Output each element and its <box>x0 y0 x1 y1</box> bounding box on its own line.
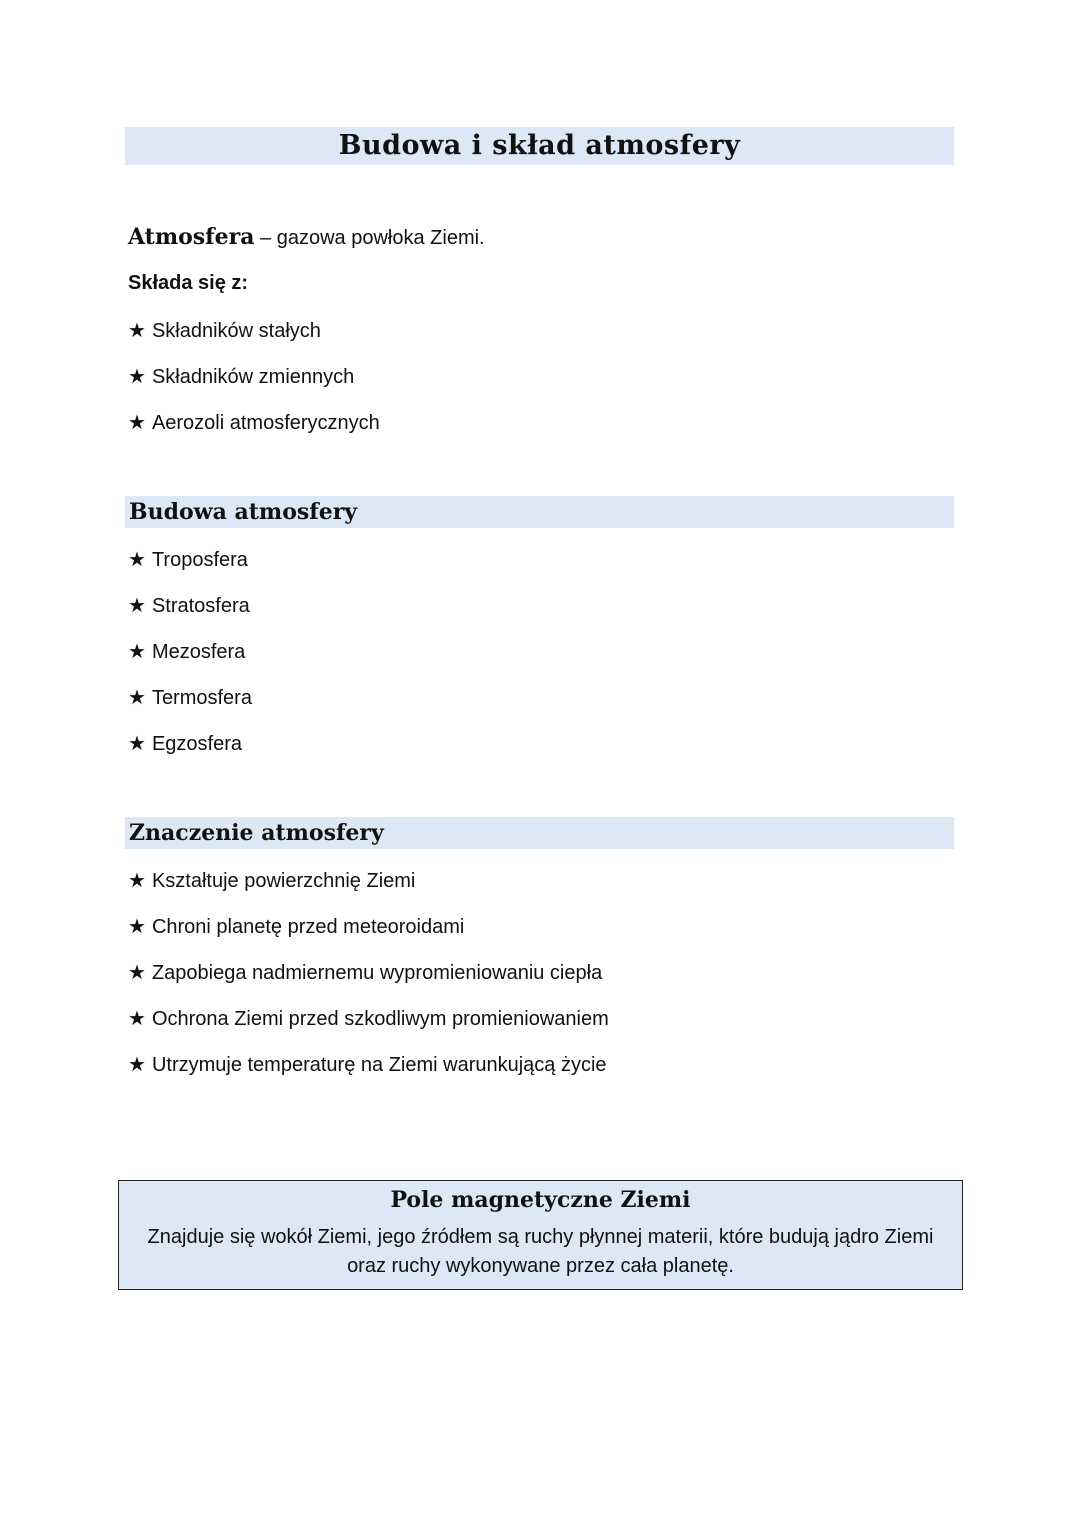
list-item: ★ Zapobiega nadmiernemu wypromieniowaniu ciepła <box>128 962 603 984</box>
list-item: ★ Aerozoli atmosferycznych <box>128 412 380 434</box>
list-item: ★ Egzosfera <box>128 733 242 755</box>
star-icon: ★ <box>128 595 146 617</box>
list-item: ★ Składników zmiennych <box>128 366 355 388</box>
list-item: ★ Mezosfera <box>128 641 246 663</box>
star-icon: ★ <box>128 687 146 709</box>
star-icon: ★ <box>128 1054 146 1076</box>
list-item: ★ Kształtuje powierzchnię Ziemi <box>128 870 416 892</box>
list-item: ★ Troposfera <box>128 549 248 571</box>
star-icon: ★ <box>128 733 146 755</box>
list-item: ★ Termosfera <box>128 687 252 709</box>
list-item: ★ Składników stałych <box>128 320 321 342</box>
star-icon: ★ <box>128 412 146 434</box>
atmosphere-definition <box>128 224 485 250</box>
list-item: ★ Utrzymuje temperaturę na Ziemi warunkującą życie <box>128 1054 607 1076</box>
significance-list <box>128 869 609 1099</box>
list-item: ★ Stratosfera <box>128 595 250 617</box>
magnetic-field-text: Znajduje się wokół Ziemi, jego źródłem są ruchy płynnej materii, które budują jądro Ziemi oraz ruchy wykonywane przez cała planetę. <box>147 1226 934 1277</box>
star-icon: ★ <box>128 1008 146 1030</box>
magnetic-field-box <box>118 1180 963 1290</box>
section-heading-significance: Znaczenie atmosfery <box>125 817 954 849</box>
star-icon: ★ <box>128 320 146 342</box>
page-title: Budowa i skład atmosfery <box>125 127 954 165</box>
magnetic-field-heading: Pole magnetyczne Ziemi <box>390 1187 691 1213</box>
star-icon: ★ <box>128 549 146 571</box>
star-icon: ★ <box>128 366 146 388</box>
list-item: ★ Chroni planetę przed meteoroidami <box>128 916 465 938</box>
star-icon: ★ <box>128 916 146 938</box>
list-item: ★ Ochrona Ziemi przed szkodliwym promieniowaniem <box>128 1008 609 1030</box>
star-icon: ★ <box>128 870 146 892</box>
star-icon: ★ <box>128 641 146 663</box>
structure-list <box>128 548 252 778</box>
definition-term: Atmosfera <box>128 224 255 250</box>
section-heading-structure: Budowa atmosfery <box>125 496 954 528</box>
consists-of-label: Składa się z: <box>128 272 249 294</box>
definition-text: – gazowa powłoka Ziemi. <box>254 227 485 249</box>
composition-list <box>128 319 380 457</box>
star-icon: ★ <box>128 962 146 984</box>
